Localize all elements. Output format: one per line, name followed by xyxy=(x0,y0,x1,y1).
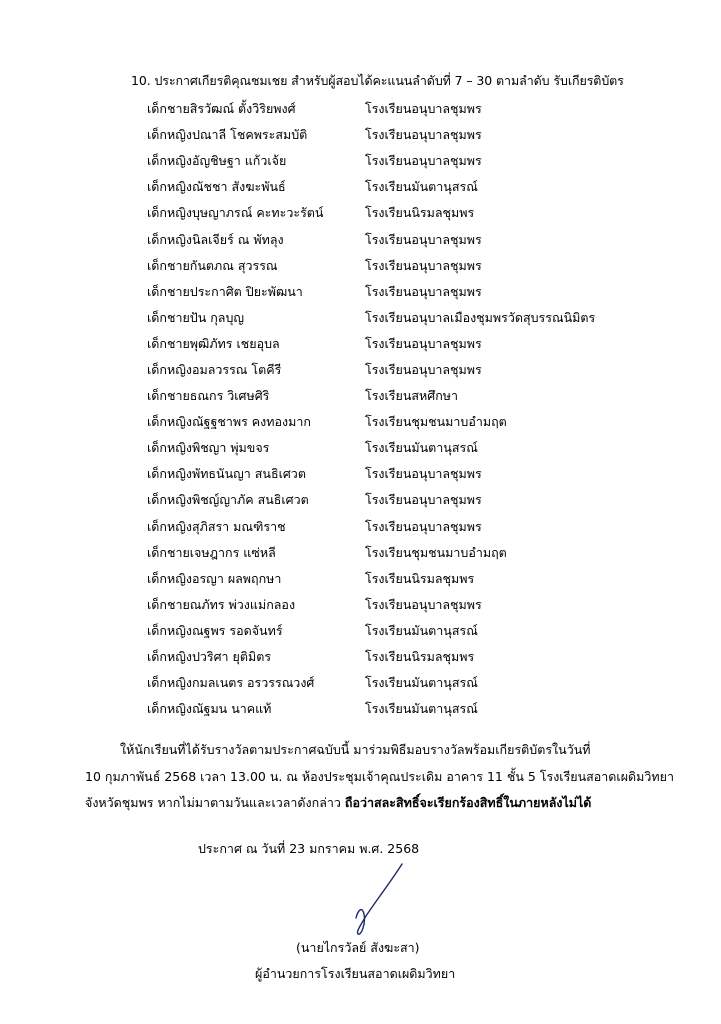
list-item xyxy=(147,96,617,122)
list-item xyxy=(147,461,617,487)
student-name: เด็กชายกันตภณ สุวรรณ xyxy=(147,257,278,273)
student-school: โรงเรียนนิรมลชุมพร xyxy=(365,205,475,221)
student-school: โรงเรียนอนุบาลชุมพร xyxy=(365,283,482,299)
student-school: โรงเรียนอนุบาลชุมพร xyxy=(365,518,482,534)
student-name: เด็กหญิงณฐพร รอดจันทร์ xyxy=(147,622,283,638)
student-school: โรงเรียนอนุบาลเมืองชุมพรวัดสุบรรณนิมิตร xyxy=(365,309,596,325)
list-item xyxy=(147,566,617,592)
student-name: เด็กชายปัน กุลบุญ xyxy=(147,309,245,325)
instruction-line-1: ให้นักเรียนที่ได้รับรางวัลตามประกาศฉบับนี้ มาร่วมพิธีมอบรางวัลพร้อมเกียรติบัตรในวันที่ xyxy=(120,742,591,757)
student-school: โรงเรียนมันตานุสรณ์ xyxy=(365,675,478,691)
list-item xyxy=(147,148,617,174)
student-school: โรงเรียนอนุบาลชุมพร xyxy=(365,101,482,117)
instruction-line-3 xyxy=(85,793,645,813)
list-item xyxy=(147,200,617,226)
student-school: โรงเรียนอนุบาลชุมพร xyxy=(365,596,482,612)
student-school: โรงเรียนอนุบาลชุมพร xyxy=(365,492,482,508)
list-item xyxy=(147,487,617,513)
student-name: เด็กหญิงปณาลี โชคพระสมบัติ xyxy=(147,127,308,143)
list-item xyxy=(147,331,617,357)
instruction-text: จังหวัดชุมพร หากไม่มาตามวันและเวลาดังกล่าว xyxy=(85,795,345,810)
handwritten-signature xyxy=(340,858,420,938)
student-school: โรงเรียนมันตานุสรณ์ xyxy=(365,179,478,195)
student-school: โรงเรียนสหศึกษา xyxy=(365,388,459,404)
student-name: เด็กหญิงอัญชิษฐา แก้วเจ้ย xyxy=(147,153,287,169)
student-school: โรงเรียนอนุบาลชุมพร xyxy=(365,335,482,351)
list-item xyxy=(147,670,617,696)
list-item xyxy=(147,253,617,279)
list-item xyxy=(147,305,617,331)
student-name: เด็กหญิงณัฐมน นาคแท้ xyxy=(147,701,272,717)
list-item xyxy=(147,409,617,435)
student-list xyxy=(147,96,617,722)
student-name: เด็กหญิงอมลวรรณ โตคีรี xyxy=(147,361,282,377)
student-school: โรงเรียนอนุบาลชุมพร xyxy=(365,466,482,482)
student-school: โรงเรียนอนุบาลชุมพร xyxy=(365,127,482,143)
student-name: เด็กหญิงนิลเจียร์ ณ พัทลุง xyxy=(147,231,284,247)
list-item xyxy=(147,514,617,540)
student-name: เด็กหญิงบุษญาภรณ์ คะทะวะรัตน์ xyxy=(147,205,324,221)
list-item xyxy=(147,696,617,722)
student-name: เด็กหญิงณัชชา สังฆะพันธ์ xyxy=(147,179,286,195)
list-item xyxy=(147,435,617,461)
list-item xyxy=(147,644,617,670)
student-school: โรงเรียนชุมชนมาบอำมฤต xyxy=(365,544,507,560)
list-item xyxy=(147,540,617,566)
student-name: เด็กหญิงพัทธนันญา สนธิเศวต xyxy=(147,466,306,482)
list-item xyxy=(147,383,617,409)
student-school: โรงเรียนอนุบาลชุมพร xyxy=(365,231,482,247)
section-heading: 10. ประกาศเกียรติคุณชมเชย สำหรับผู้สอบได้คะแนนลำดับที่ 7 – 30 ตามลำดับ รับเกียรติบัตร xyxy=(131,73,624,88)
student-name: เด็กหญิงพิชญ์ญาภัค สนธิเศวต xyxy=(147,492,309,508)
student-name: เด็กชายสิรวัฒณ์ ตั้งวิริยพงศ์ xyxy=(147,101,296,117)
signer-title: ผู้อำนวยการโรงเรียนสอาดเผดิมวิทยา xyxy=(255,966,456,981)
student-name: เด็กชายธณกร วิเศษศิริ xyxy=(147,388,270,404)
list-item xyxy=(147,122,617,148)
list-item xyxy=(147,226,617,252)
list-item xyxy=(147,592,617,618)
student-name: เด็กหญิงกมลเนตร อรวรรณวงศ์ xyxy=(147,675,315,691)
student-school: โรงเรียนอนุบาลชุมพร xyxy=(365,361,482,377)
student-school: โรงเรียนอนุบาลชุมพร xyxy=(365,257,482,273)
student-name: เด็กชายพุฒิภัทร เชยอุบล xyxy=(147,335,280,351)
student-name: เด็กหญิงสุภิสรา มณฑิราช xyxy=(147,518,286,534)
student-school: โรงเรียนนิรมลชุมพร xyxy=(365,570,475,586)
student-name: เด็กหญิงอรญา ผลพฤกษา xyxy=(147,570,282,586)
list-item xyxy=(147,618,617,644)
student-name: เด็กหญิงพิชญา พุ่มขจร xyxy=(147,440,270,456)
student-school: โรงเรียนมันตานุสรณ์ xyxy=(365,701,478,717)
list-item xyxy=(147,357,617,383)
student-name: เด็กหญิงปวริศา ยุติมิตร xyxy=(147,649,272,665)
student-name: เด็กชายณภัทร พ่วงแม่กลอง xyxy=(147,596,296,612)
list-item xyxy=(147,279,617,305)
student-school: โรงเรียนมันตานุสรณ์ xyxy=(365,622,478,638)
forfeit-notice: ถือว่าสละสิทธิ์จะเรียกร้องสิทธิ์ในภายหลังไม่ได้ xyxy=(344,795,592,810)
list-item xyxy=(147,174,617,200)
student-school: โรงเรียนอนุบาลชุมพร xyxy=(365,153,482,169)
student-name: เด็กชายประกาศิต ปิยะพัฒนา xyxy=(147,283,303,299)
student-school: โรงเรียนนิรมลชุมพร xyxy=(365,649,475,665)
announcement-date: ประกาศ ณ วันที่ 23 มกราคม พ.ศ. 2568 xyxy=(198,841,420,856)
signer-name: (นายไกรวัลย์ สังฆะสา) xyxy=(296,940,420,955)
student-school: โรงเรียนชุมชนมาบอำมฤต xyxy=(365,414,507,430)
student-name: เด็กหญิงณัฐฐชาพร คงทองมาก xyxy=(147,414,311,430)
instruction-line-2: 10 กุมภาพันธ์ 2568 เวลา 13.00 น. ณ ห้องประชุมเจ้าคุณประเดิม อาคาร 11 ชั้น 5 โรงเรียนสอาดเผดิมวิทยา xyxy=(85,769,674,784)
student-name: เด็กชายเจษฎากร แซ่หลี xyxy=(147,544,276,560)
student-school: โรงเรียนมันตานุสรณ์ xyxy=(365,440,478,456)
